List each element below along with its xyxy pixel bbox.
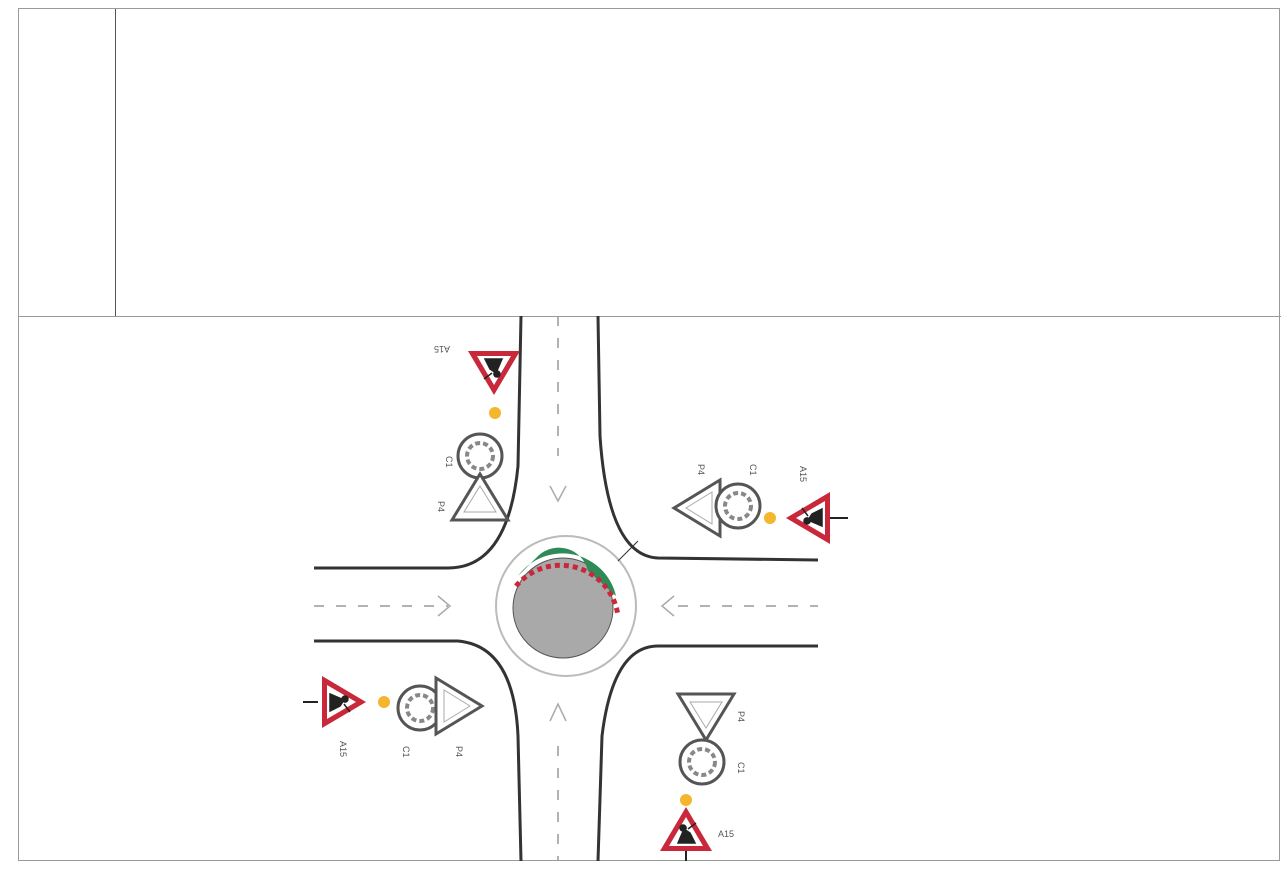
splitter-island-top [550,486,566,501]
sign-p4-left-icon [436,678,482,734]
sign-c1-bottom-icon [680,740,724,784]
roundabout-diagram [18,316,1258,861]
warning-lamp-right-icon [764,512,776,524]
label-p4-bottom: P4 [736,711,746,723]
sign-a15-right-icon [786,492,830,544]
label-a15-bottom: A15 [718,829,735,839]
splitter-island-left [438,596,450,616]
legend-panel [19,0,326,316]
sign-a15-left-icon [322,676,366,728]
sign-p4-top-icon [452,474,508,520]
sign-group-bottom [660,694,746,861]
label-a15-right: A15 [798,466,808,483]
label-p4-left: P4 [454,746,464,758]
sign-p4-bottom-icon [678,694,734,740]
sign-p4-right-icon [674,480,720,536]
label-p4-top: P4 [436,501,446,513]
label-a15-top: A15 [433,344,450,354]
label-p4-right: P4 [696,464,706,476]
label-c1-left: C1 [401,746,411,758]
sign-a15-top-icon [468,351,520,395]
sign-group-left [303,676,482,758]
warning-lamp-top-icon [489,407,501,419]
label-c1-top: C1 [444,456,454,468]
sign-a15-bottom-icon [660,807,712,851]
roundabout [496,536,638,676]
sign-group-right [674,464,848,544]
splitter-island-bottom [550,704,566,721]
sign-c1-right-icon [716,484,760,528]
label-a15-left: A15 [338,741,348,758]
sign-group-top [434,344,520,520]
warning-lamp-left-icon [378,696,390,708]
label-c1-right: C1 [748,464,758,476]
splitter-island-right [662,596,674,616]
warning-lamp-bottom-icon [680,794,692,806]
label-c1-bottom: C1 [736,762,746,774]
